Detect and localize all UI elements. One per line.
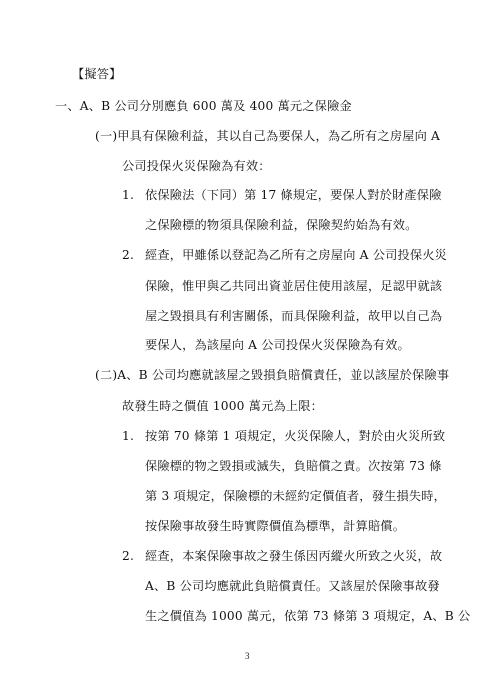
section-1-item-1-line-2: 之保險標的物須具保險利益，保險契約始為有效。: [145, 218, 418, 232]
section-2-item-1-number: 1.: [122, 429, 135, 443]
section-1-title: (一)甲具有保險利益，其以自己為要保人，為乙所有之房屋向 A: [95, 129, 441, 143]
section-2-item-2-line-3: 生之價值為 1000 萬元，依第 73 條第 3 項規定，A、B 公: [145, 609, 471, 623]
section-2-item-2-number: 2.: [122, 549, 135, 563]
section-1-item-2-line-3: 屋之毀損具有利害關係，而具保險利益，故甲以自己為: [145, 309, 443, 323]
section-1-item-2-number: 2.: [122, 248, 135, 262]
section-2-title: (二)A、B 公司均應就該屋之毀損負賠償責任，並以該屋於保險事: [95, 368, 450, 382]
section-2-title-cont: 故發生時之價值 1000 萬元為上限：: [122, 399, 324, 413]
section-2-item-1-line-1: 按第 70 條第 1 項規定，火災保險人，對於由火災所致: [145, 429, 446, 443]
heading-1: 一、A、B 公司分別應負 600 萬及 400 萬元之保險金: [55, 99, 352, 113]
section-1-item-2-line-1: 經查，甲雖係以登記為乙所有之房屋向 A 公司投保火災: [145, 248, 448, 262]
section-1-title-cont: 公司投保火災保險為有效：: [122, 159, 271, 173]
section-2-item-1-line-4: 按保險事故發生時實際價值為標準，計算賠償。: [145, 519, 406, 533]
page-number: 3: [245, 651, 250, 661]
section-2-item-2-line-1: 經查，本案保險事故之發生係因丙縱火所致之火災，故: [145, 549, 443, 563]
section-1-item-2-line-2: 保險，惟甲與乙共同出資並居住使用該屋，足認甲就該: [145, 279, 443, 293]
section-2-item-2-line-2: A、B 公司均應就此負賠償責任。又該屋於保險事故發: [145, 579, 440, 593]
section-1-item-1-line-1: 依保險法（下同）第 17 條規定，要保人對於財產保險: [145, 188, 442, 202]
answer-label: 【擬答】: [72, 67, 122, 81]
section-1-item-1-number: 1.: [122, 188, 135, 202]
section-2-item-1-line-3: 第 3 項規定，保險標的未經約定價值者，發生損失時，: [145, 489, 447, 503]
section-2-item-1-line-2: 保險標的物之毀損或滅失，負賠償之責。次按第 73 條: [145, 459, 442, 473]
section-1-item-2-line-4: 要保人，為該屋向 A 公司投保火災保險為有效。: [145, 338, 410, 352]
